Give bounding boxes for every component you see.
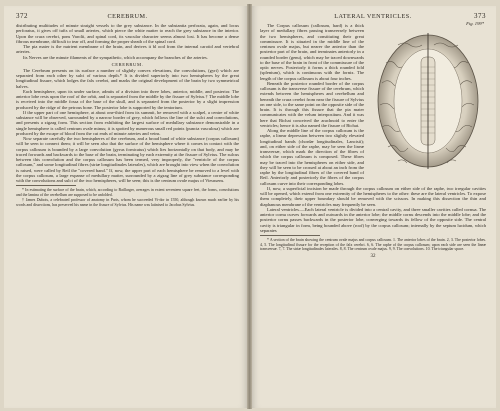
signature-mark: 32 <box>370 253 376 259</box>
right-page-number: 373 <box>474 12 486 20</box>
brain-illustration <box>368 23 486 173</box>
footnote-rule <box>16 185 76 186</box>
left-paragraph-2: The pia mater is the nutrient membrane of the brain, and derives it bl ood from the internal carotid and vertebral arteries. <box>16 44 239 55</box>
figure-footnote: * A section of the brain showing the centrum ovale majus and corpus callosum. 1. The anterior lobes of the brain. 2, 3. The posterior lobes. 4, 5. The longitudinal fissure for the reception of the falx cerebri. 6, 6. The raphe of the corpus callosum; upon each side are seen the lineæ transversæ. 7, 7. The striæ longitudinales laterales. 8, 8. The centrum ovale majus. 9, 9. The convolutions. 10. The triangular space. <box>260 238 486 251</box>
section-title: CEREBRUM. <box>111 61 144 67</box>
right-paragraph-2: Beneath the posterior rounded border of the corpus callosum is the transverse fissure of the cerebrum, which extends between the hemispheres and cerebellum and beneath the crura cerebri from near the fissure of Sylvius on one side, to the same point on the opposite side of the brain. It is through this fissure that the pia mater communicates with the velum interpositum. And it was here that Bichat conceived the arachnoid to enter the ventricles; hence it is also named the fissure of Bichat. <box>260 80 364 128</box>
left-running-head: CEREBRUM. <box>107 13 148 20</box>
left-footnote-1: * In estimating the surface of the brain, which, according to Baillarger, averages in extent seventeen square feet, the forms, convolutions and the lamina of the cerebellum are supposed to be unfolded. <box>16 188 239 197</box>
brain-section-figure <box>368 23 486 173</box>
section-paragraph-4: Now separate carefully the two hemispheres of the cerebrum, and a broad band of white substance (corpus callosum) will be seen to connect them; it will be seen also that the surface of the hemisphere where it comes in contact with the corpus callosum is bounded by a large convolution (gyrus fornicatus) which lies horizontally on that body, and may be traced forwards and backwards to the base of the brain, terminating by each extremity at the fissure of Sylvius. The sulcus between this convolution and the corpus callosum has been termed, very improperly, the "ventricle of the corpus callosum," and some longitudinal fibres (striæ longitudinales laterales), which are brought into view when the convolution is raised, were called by Reil the "covered band." If, now, the upper part of each hemisphere be removed to a level with the corpus callosum, a large expanse of medullary matter, surrounded by a zigzag line of grey substance corresponding with the convolutions and sulci of the two hemispheres, will be seen; this is the centrum ovale majus of Vieussens. <box>16 136 239 183</box>
left-page <box>4 6 247 408</box>
right-paragraph-4: If, now, a superficial incision be made through the corpus callosum on either side of the raphe, two irregular cavities will be opened, which extend from one extremity of the hemispheres to the other: these are the lateral ventricles. To expose them completely, their upper boundary should be removed with the scissors. In making this dissection the thin and diaphanous membrane of the ventricles may frequently be seen. <box>260 185 486 207</box>
left-paragraph-3: Its Nerves are the minute filaments of the sympathetic, which accompany the branches of the arteries. <box>23 54 208 60</box>
right-paragraph-1: The Corpus callosum (callosum, hard) is a thick layer of medullary fibres passing transversely between the two hemispheres, and constituting their great commissure. It is situated in the middle line of the centrum ovale majus, but nearer the anterior than the posterior part of the brain, and terminates anteriorly in a rounded border (genu), which may be traced downwards to the base of the brain in front of the commissure of the optic nerves. Posteriorly it forms a thick rounded fold (splenium), which is continuous with the fornix. The length of the corpus callosum is about four inches. <box>260 23 364 81</box>
figure-label: Fig. 199* <box>466 21 484 26</box>
right-paragraph-3: Along the middle line of the corpus callosum is the raphe, a linear depression between two slightly elevated longitudinal bands (chordæ longitudinales, Lancisii); and, on either side of the raphe, may be seen the lineæ transversæ, which mark the direction of the fibres of which the corpus callosum is composed. These fibres may be traced into the hemispheres on either side, and they will be seen to be crossed at about an inch from the raphe by the longitudinal fibres of the covered band of Reil. Anteriorly and posteriorly the fibres of the corpus callosum curve into their corresponding lobes. <box>260 128 364 186</box>
right-page-header <box>260 12 486 20</box>
left-page-number: 372 <box>16 12 28 20</box>
section-paragraph-2: Each hemisphere, upon its under surface, admits of a division into three lobes, anterior, middle, and posterior. The anterior lobe rests upon the roof of the orbit, and is separated from the middle by the fissure of Sylvius.† The middle lobe is received into the middle fossa of the base of the skull, and is separated from the posterior by a slight impression produced by the ridge of the petrous bone. The posterior lobe is supported by the tentorium. <box>16 88 239 110</box>
section-paragraph-3: If the upper part of one hemisphere, at about one-third from its summit, be removed with a scalpel, a centre of white substance will be observed, surrounded by a narrow border of grey, which follows the line of the sulci and convolutions, and presents a zigzag form. This section from exhibiting the largest surface of medullary substance demonstrable in a single hemisphere is called centrum ovale minus; it is spotted by numerous small red points (puncta vasculosa) which are produced by the escape of blood from the cut ends of minute arteries and veins. <box>16 109 239 136</box>
left-page-header <box>16 12 239 20</box>
right-running-head: LATERAL VENTRICLES. <box>334 13 412 20</box>
left-footnote-2: † James Dubois, a celebrated professor of anatomy in Paris, whom he succeeded Vi-dor in 1550, although known much earlier by his words and dissections, has preserved his name in the fissure of Sylvius. His name was latinised to Jacobus Sylvius. <box>16 198 239 207</box>
left-paragraph-1: distributing multitudes of minute straight vessels to the grey substance. In the substantia perforata, again, and locus perforatus, it gives off tufts of small arteries, which pierce the white matter to reach the grey substance in the interior. Upon the crura cerebri, pons Varolii, and spinal cord, its vascular character seems almost lost. It has become a dense fibrous membrane, difficult to tear off, and forming the proper sheath of the spinal cord. <box>16 23 239 44</box>
section-paragraph-1: The Cerebrum presents on its surface a number of slightly convex elevations, the convolutions, (gyri) which are separated from each other by sulci of various depth.* It is divided superiorly into two hemispheres by the great longitudinal fissure, which lodges the falx cerebri, and marks the original development of the brain by two symmetrical halves. <box>16 67 239 89</box>
right-paragraph-5: Lateral ventricles.—Each lateral ventricle is divided into a central cavity, and three smaller cavities called cornua. The anterior cornu curves forwards and outwards in the anterior lobe; the middle cornu descends into the middle lobe; and the posterior cornu passes backwards in the posterior lobe, converging towards its fellow of the opposite side. The central cavity is triangular in form, being bounded above (roof) by the corpus callosum; internally by the septum lucidum, which separates <box>260 206 486 233</box>
footnote-rule <box>260 235 320 236</box>
right-page <box>252 6 496 408</box>
